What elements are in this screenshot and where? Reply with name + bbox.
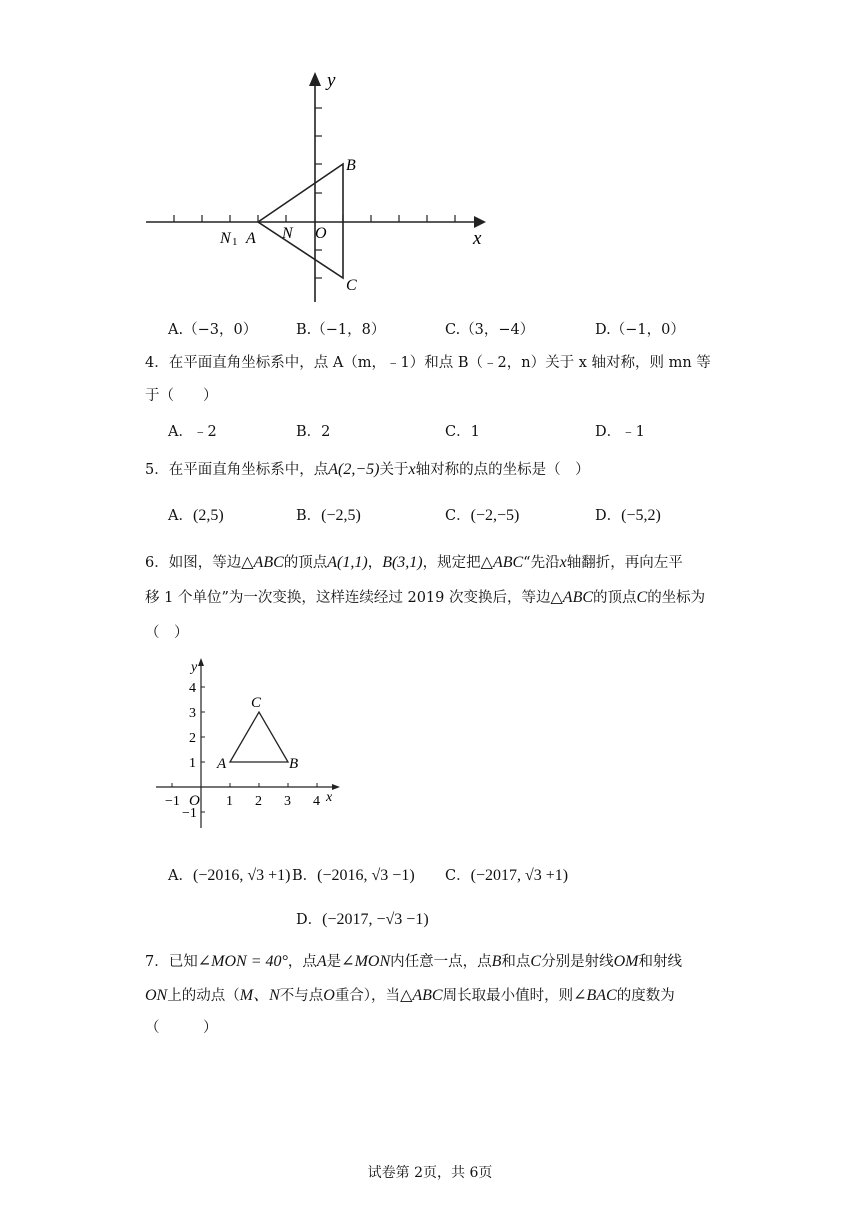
fig1-x-arrow: [474, 216, 486, 228]
q6-option-d: D．(−2017, −√3 −1): [296, 911, 429, 928]
fig2-origin-label: O: [189, 793, 200, 809]
q6-option-a: A．(−2016, √3 +1): [168, 867, 291, 884]
fig2-y-tick-3: 3: [189, 706, 196, 721]
q6-line-1: 6．如图，等边△ABC的顶点A(1,1)，B(3,1)，规定把△ABC“先沿x轴翻折，再向左平: [145, 554, 683, 571]
fig1-y-ticks: [315, 108, 322, 278]
fig1-label-b: B: [346, 157, 356, 174]
q5-option-a: A．(2,5): [168, 507, 224, 524]
fig1-label-n1: N: [220, 230, 231, 247]
fig2-y-tick-neg1: −1: [182, 806, 197, 821]
q7-line-2: ON上的动点（M、N不与点O重合），当△ABC周长取最小值时，则∠BAC的度数为: [145, 987, 675, 1004]
figure-2-equilateral-triangle: [150, 650, 350, 830]
fig2-y-tick-4: 4: [189, 681, 196, 696]
fig1-triangle: [258, 164, 343, 278]
fig1-x-label: x: [473, 228, 482, 249]
fig2-x-tick-1: 1: [226, 794, 233, 809]
fig2-vertex-c: C: [251, 695, 262, 711]
q6-option-c: C．(−2017, √3 +1): [445, 867, 569, 884]
q5-option-d: D．(−5,2): [595, 507, 661, 524]
fig1-y-label: y: [327, 70, 336, 91]
q3-option-d: D.（−1，0）: [595, 322, 685, 338]
q3-option-a: A.（−3，0）: [168, 322, 258, 338]
q5-stem: 5．在平面直角坐标系中，点A(2,−5)关于x轴对称的点的坐标是（ ）: [145, 461, 590, 478]
q7-line-1: 7．已知∠MON = 40°，点A是∠MON内任意一点，点B和点C分别是射线OM和射线: [145, 953, 682, 970]
fig2-vertex-a: A: [217, 756, 227, 772]
fig2-triangle: [230, 712, 288, 762]
q4-option-a: A．﹣2: [168, 424, 217, 440]
fig2-y-tick-2: 2: [189, 731, 196, 746]
fig2-x-arrow: [332, 784, 340, 790]
q4-option-c: C．1: [445, 424, 480, 440]
fig2-x-tick-3: 3: [284, 794, 291, 809]
page-footer: 试卷第 2页，共 6页: [367, 1165, 493, 1181]
fig1-label-n1-sub: 1: [232, 236, 238, 248]
fig1-label-a: A: [246, 230, 256, 247]
q7-line-3: （ ）: [145, 1020, 218, 1036]
fig1-label-o: O: [315, 225, 327, 242]
q3-option-b: B.（−1，8）: [296, 322, 386, 338]
fig2-x-tick-4: 4: [313, 794, 320, 809]
fig2-x-tick-2: 2: [255, 794, 262, 809]
q5-option-b: B．(−2,5): [296, 507, 361, 524]
q4-option-b: B．2: [296, 424, 331, 440]
fig2-y-arrow: [198, 658, 204, 666]
fig2-y-label: y: [191, 660, 198, 675]
q6-line-2: 移 1 个单位”为一次变换，这样连续经过 2019 次变换后，等边△ABC的顶点C的坐标为: [145, 589, 706, 606]
q5-option-c: C．(−2,−5): [445, 507, 520, 524]
fig2-vertex-b: B: [289, 756, 299, 772]
q4-line-2: 于（ ）: [145, 388, 218, 404]
figure-1-coordinate-diagram: [140, 66, 500, 306]
fig1-label-n: N: [282, 225, 293, 242]
fig2-y-tick-1: 1: [189, 756, 196, 771]
q6-line-3: （ ）: [145, 625, 189, 641]
q4-line-1: 4．在平面直角坐标系中，点 A（m，﹣1）和点 B（﹣2，n）关于 x 轴对称，则 mn 等: [145, 355, 711, 371]
q3-option-c: C.（3，−4）: [445, 322, 535, 338]
fig1-y-arrow: [309, 72, 321, 86]
q4-option-d: D．﹣1: [595, 424, 645, 440]
fig1-label-c: C: [346, 277, 357, 294]
fig2-x-tick-neg1: −1: [165, 794, 180, 809]
fig2-x-label: x: [326, 790, 333, 805]
q6-option-b: B．(−2016, √3 −1): [292, 867, 415, 884]
